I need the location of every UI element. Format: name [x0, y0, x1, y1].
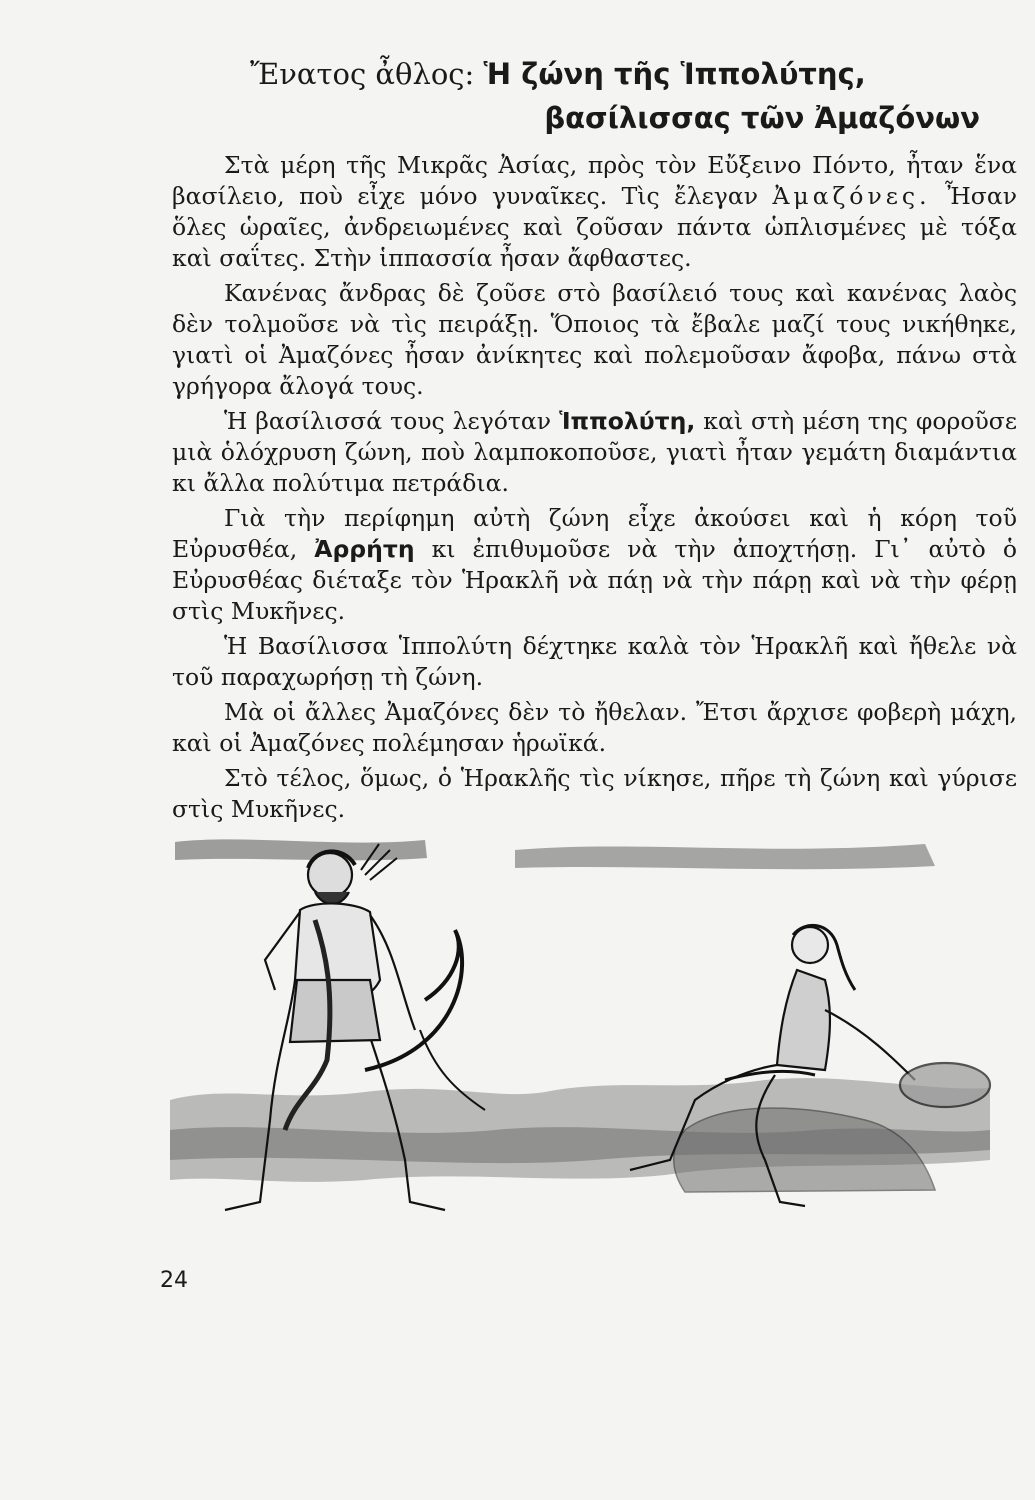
chapter-heading [250, 52, 990, 140]
emphasized-word: Ἀμαζόνες. [772, 182, 931, 210]
paragraph-4 [172, 503, 1017, 627]
illustration-hercules-and-hippolyta [165, 830, 995, 1240]
name-arriti: Ἀρρήτη [314, 535, 415, 563]
paragraph-3 [172, 406, 1017, 499]
paragraph-6: Μὰ οἱ ἄλλες Ἀμαζόνες δὲν τὸ ἤθελαν. Ἔτσι ἄρχισε φοβερὴ μάχη, καὶ οἱ Ἀμαζόνες πολέμησαν ἡρωϊκά. [172, 698, 1017, 757]
paragraph-text: Ἦσαν ὅλες ὡραῖες, ἀνδρειωμένες καὶ ζοῦσαν πάντα ὡπλισμένες μὲ τόξα καὶ σαΐτες. Στὴν ἱππασσία ἦσαν ἄφθαστες. [172, 182, 1017, 272]
paragraph-text: κι ἐπιθυμοῦσε νὰ τὴν ἀποχτήσῃ. Γι᾿ αὐτὸ ὁ Εὐρυσθέας διέταξε τὸν Ἡρακλῆ νὰ πάῃ νὰ τὴν πάρῃ καὶ νὰ τὴν φέρῃ στὶς Μυκῆνες. [172, 535, 1017, 625]
heading-title-part-2: βασίλισσας τῶν Ἀμαζόνων [544, 101, 980, 135]
page-number: 24 [160, 1268, 188, 1293]
paragraph-text: Στὰ μέρη τῆς Μικρᾶς Ἀσίας, πρὸς τὸν Εὔξεινο Πόντο, ἦταν ἕνα βασίλειο, ποὺ εἶχε μόνο γυναῖκες. Τὶς ἔλεγαν [172, 151, 1017, 210]
sky-wash-right [515, 844, 935, 869]
heading-prefix: Ἔνατος ἆθλος: [250, 57, 475, 91]
heading-line-1 [250, 52, 990, 96]
paragraph-7: Στὸ τέλος, ὅμως, ὁ Ἡρακλῆς τὶς νίκησε, πῆρε τὴ ζώνη καὶ γύρισε στὶς Μυκῆνες. [172, 764, 1017, 823]
body-text [172, 150, 1017, 829]
paragraph-text: Ἡ βασίλισσά τους λεγόταν [224, 407, 560, 435]
paragraph-1 [172, 150, 1017, 274]
paragraph-5: Ἡ Βασίλισσα Ἱππολύτη δέχτηκε καλὰ τὸν Ἡρακλῆ καὶ ἤθελε νὰ τοῦ παραχωρήσῃ τὴ ζώνη. [172, 632, 1017, 691]
paragraph-text: Γιὰ τὴν περίφημη αὐτὴ ζώνη εἶχε ἀκούσει καὶ ἡ κόρη τοῦ Εὐρυσθέα, [172, 504, 1017, 563]
paragraph-text: καὶ στὴ μέση της φοροῦσε μιὰ ὁλόχρυση ζώνη, ποὺ λαμποκοποῦσε, γιατὶ ἦταν γεμάτη διαμάντια κι ἄλλα πολύτιμα πετράδια. [172, 407, 1017, 497]
name-hippolyta: Ἱππολύτη, [559, 407, 696, 435]
heading-title-part-1: Ἡ ζώνη τῆς Ἱππολύτης, [483, 57, 866, 91]
paragraph-2: Κανένας ἄνδρας δὲ ζοῦσε στὸ βασίλειό τους καὶ κανένας λαὸς δὲν τολμοῦσε νὰ τὶς πειράξῃ. Ὅποιος τὰ ἔβαλε μαζί τους νικήθηκε, γιατὶ οἱ Ἀμαζόνες ἦσαν ἀνίκητες καὶ πολεμοῦσαν ἄφοβα, πάνω στὰ γρήγορα ἄλογά τους. [172, 279, 1017, 400]
